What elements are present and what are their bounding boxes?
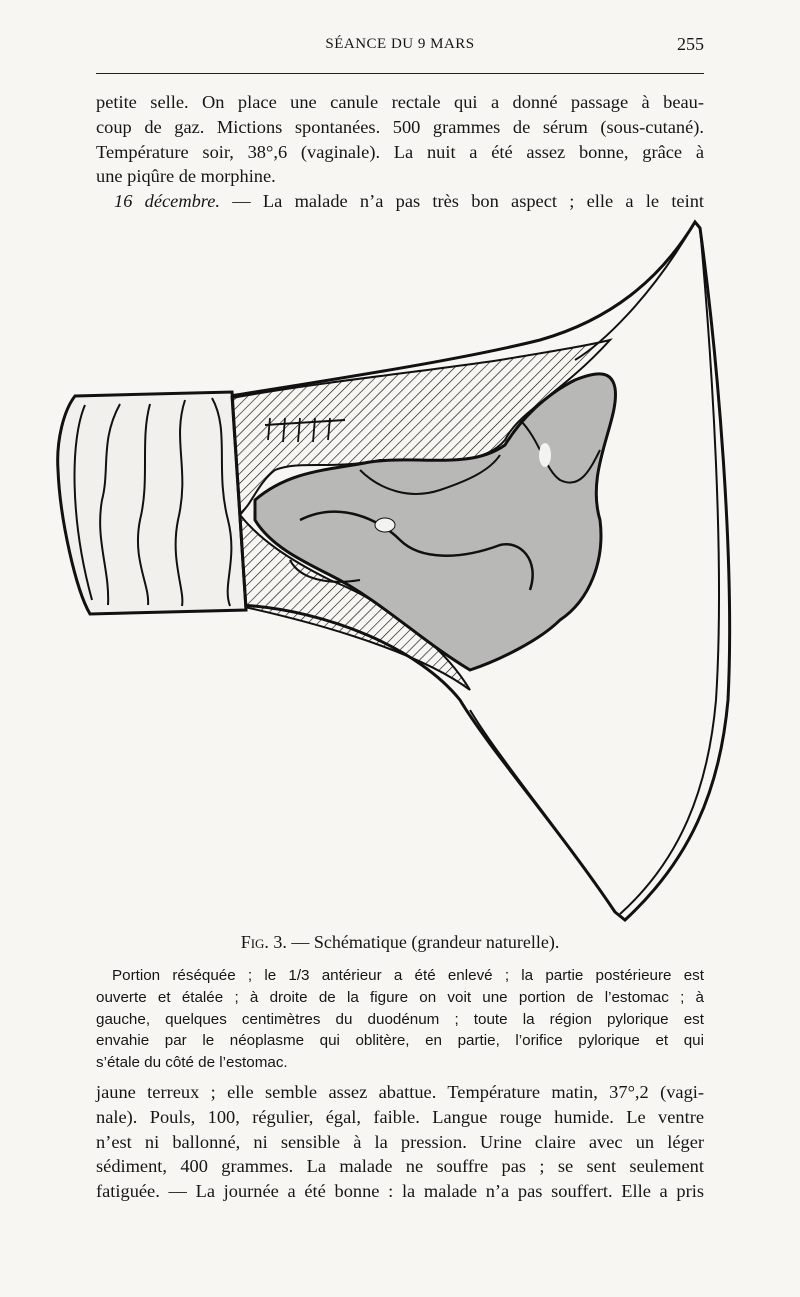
stomach-duodenum-illustration xyxy=(0,200,800,940)
header-rule xyxy=(96,73,704,74)
text-line: jaune terreux ; elle semble assez abattue. Température matin, 37°,2 (vagi- xyxy=(96,1082,704,1102)
text-line: coup de gaz. Mictions spontanées. 500 grammes de sérum (sous-cutané). xyxy=(96,116,704,137)
text-line: Température soir, 38°,6 (vaginale). La nuit a été assez bonne, grâce à xyxy=(96,141,704,162)
text-line: une piqûre de morphine. xyxy=(96,166,276,187)
text-line: fatiguée. — La journée a été bonne : la malade n’a pas souffert. Elle a pris xyxy=(96,1181,704,1202)
duodenum-outline xyxy=(58,392,246,614)
figure-label: Fig. 3. xyxy=(240,932,287,952)
legend-line: gauche, quelques centimètres du duodénum ; toute la région pylorique est xyxy=(96,1010,704,1028)
text-line: sédiment, 400 grammes. La malade ne souffre pas ; se sent seulement xyxy=(96,1156,704,1177)
legend-line: s’étale du côté de l’estomac. xyxy=(96,1054,288,1072)
running-title: SÉANCE DU 9 MARS xyxy=(325,36,475,52)
stomach-inner-contour xyxy=(620,228,719,914)
page-number: 255 xyxy=(677,34,704,54)
text-line-date: 16 décembre. — La malade n’a pas très bon aspect ; elle a le teint xyxy=(114,191,705,212)
running-head xyxy=(96,34,704,58)
legend-line: ouverte et étalée ; à droite de la figure on voit une portion de l’estomac ; à xyxy=(96,988,704,1006)
figure-legend xyxy=(96,965,704,1074)
text-line: nale). Pouls, 100, régulier, égal, faible. Langue rouge humide. Le ventre xyxy=(96,1106,704,1127)
figure-caption xyxy=(96,932,704,953)
text-line: petite selle. On place une canule rectale qui a donné passage à beau- xyxy=(96,92,704,112)
legend-line: envahie par le néoplasme qui oblitère, en partie, l’orifice pylorique et qui xyxy=(96,1032,704,1050)
entry-date: 16 décembre. xyxy=(114,191,221,212)
paragraph-bottom xyxy=(96,1080,704,1204)
figure-caption-text: — Schématique (grandeur naturelle). xyxy=(291,932,560,952)
paragraph-top xyxy=(96,90,704,214)
text-line: n’est ni ballonné, ni sensible à la pression. Urine claire avec un léger xyxy=(96,1131,704,1152)
legend-line: Portion réséquée ; le 1/3 antérieur a été enlevé ; la partie postérieure est xyxy=(112,967,704,984)
